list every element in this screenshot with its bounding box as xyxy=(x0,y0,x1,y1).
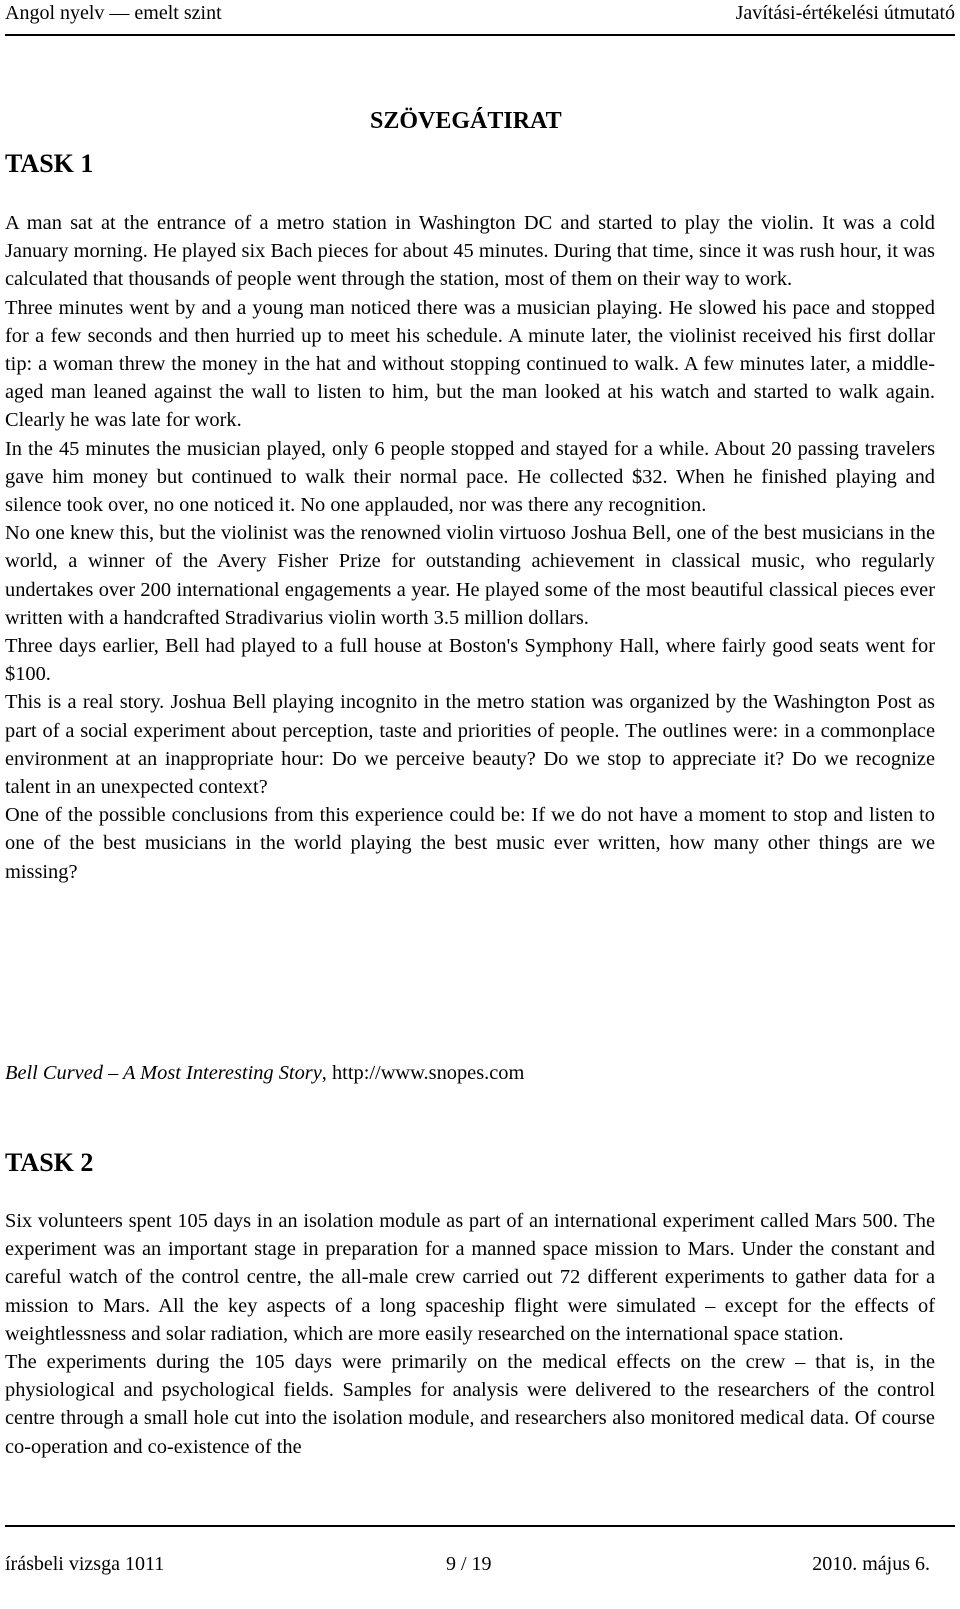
task1-paragraph: One of the possible conclusions from this experience could be: If we do not have a moment to stop and listen to one of the best musicians in the world playing the best music ever written, how many other things are we missing? xyxy=(5,804,935,883)
page-footer xyxy=(5,1525,955,1577)
task1-paragraph: This is a real story. Joshua Bell playing incognito in the metro station was organized by the Washington Post as part of a social experiment about perception, taste and priorities of people. The outlines were: in a commonplace environment at an inappropriate hour: Do we perceive beauty? Do we stop to appreciate it? Do we recognize talent in an unexpected context? xyxy=(5,691,935,799)
footer-page-number: 9 / 19 xyxy=(446,1553,492,1575)
footer-exam-code: írásbeli vizsga 1011 xyxy=(5,1553,165,1575)
task1-heading: TASK 1 xyxy=(5,149,94,178)
task1-paragraph: In the 45 minutes the musician played, only 6 people stopped and stayed for a while. About 20 passing travelers gave him money but continued to walk their normal pace. He collected $32. When he finished playing and silence took over, no one noticed it. No one applauded, nor was there any recognition. xyxy=(5,437,935,517)
task1-paragraph: No one knew this, but the violinist was the renowned violin virtuoso Joshua Bell, one of the best musicians in the world, a winner of the Avery Fisher Prize for outstanding achievement in classical music, who regularly undertakes over 200 international engagements a year. He played some of the most beautiful classical pieces ever written with a handcrafted Stradivarius violin worth 3.5 million dollars. xyxy=(5,522,935,629)
source-title: Bell Curved – A Most Interesting Story xyxy=(5,1062,322,1084)
task1-paragraph: Three minutes went by and a young man noticed there was a musician playing. He slowed his pace and stopped for a few seconds and then hurried up to meet his schedule. A minute later, the violinist received his first dollar tip: a woman threw the money in the hat and without stopping continued to walk. A few minutes later, a middle-aged man leaned against the wall to listen to him, but the man looked at his watch and started to walk again. Clearly he was late for work. xyxy=(5,296,935,432)
page-header xyxy=(5,0,955,36)
task2-paragraph: The experiments during the 105 days were primarily on the medical effects on the crew – that is, in the physiological and psychological fields. Samples for analysis were delivered to the researchers of the control centre through a small hole cut into the isolation module, and researchers also monitored medical data. Of course co-operation and co-existence of the xyxy=(5,1351,935,1458)
task2-text xyxy=(5,1207,935,1461)
header-guide-title: Javítási-értékelési útmutató xyxy=(735,2,955,24)
task1-paragraph: Three days earlier, Bell had played to a full house at Boston's Symphony Hall, where fairly good seats went for $100. xyxy=(5,635,935,686)
footer-date: 2010. május 6. xyxy=(812,1553,930,1575)
task1-paragraph: A man sat at the entrance of a metro station in Washington DC and started to play the violin. It was a cold January morning. He played six Bach pieces for about 45 minutes. During that time, since it was rush hour, it was calculated that thousands of people went through the station, most of them on their way to work. xyxy=(5,212,935,291)
task2-paragraph: Six volunteers spent 105 days in an isolation module as part of an international experiment called Mars 500. The experiment was an important stage in preparation for a manned space mission to Mars. Under the constant and careful watch of the control centre, the all-male crew carried out 72 different experiments to gather data for a mission to Mars. All the key aspects of a long spaceship flight were simulated – except for the effects of weightlessness and solar radiation, which are more easily researched on the international space station. xyxy=(5,1210,935,1345)
document-title: SZÖVEGÁTIRAT xyxy=(370,108,562,134)
task1-source xyxy=(5,1059,524,1087)
source-url: , http://www.snopes.com xyxy=(321,1062,525,1084)
header-subject: Angol nyelv — emelt szint xyxy=(5,2,222,24)
task1-text xyxy=(5,209,935,886)
task2-heading: TASK 2 xyxy=(5,1148,94,1177)
